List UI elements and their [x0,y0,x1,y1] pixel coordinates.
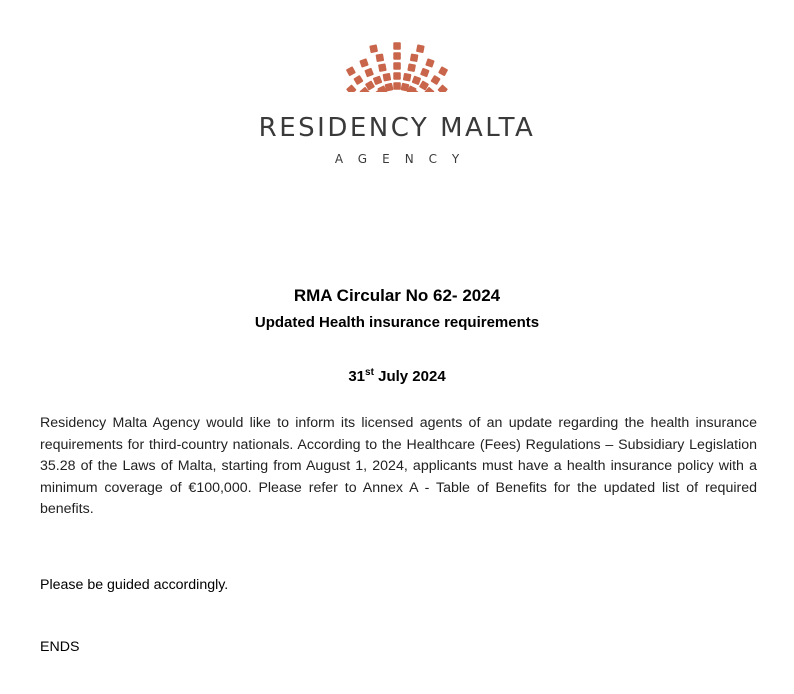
ends-marker: ENDS [40,639,80,655]
logo-tile [430,75,440,85]
logo-tile [420,68,430,78]
logo-tile [376,53,385,62]
logo-tile [369,44,378,53]
logo-tile [416,44,425,53]
body-paragraph: Residency Malta Agency would like to inform its licensed agents of an update regarding the health insurance requirements for third-country nationals. According to the Healthcare (Fees) Regulations – Subsidiary Legislation 35.28 of the Laws of Malta, starting from August 1, 2024, applicants must have a health insurance policy with a minimum coverage of €100,000. Please refer to Annex A - Table of Benefits for the updated list of required benefits. [40,415,757,517]
logo-tile [383,73,392,82]
date-day: 31 [348,368,366,385]
logo-tile [378,63,387,72]
logo-tile [393,72,401,80]
logo-tile [393,62,401,70]
logo-tile [425,58,435,68]
circular-subtitle: Updated Health insurance requirements [254,314,540,331]
logo-tile [407,63,416,72]
logo-tile [412,76,422,86]
logo-tile [373,76,383,86]
logo-tile [437,84,448,92]
logo-tile [438,66,448,76]
circular-date [0,367,794,385]
agency-logo [0,0,794,175]
logo-tile [393,42,401,50]
logo-tile [353,75,363,85]
logo-tile [346,84,357,92]
date-suffix: st [365,367,374,378]
logo-tile [359,58,369,68]
brand-name: RESIDENCY MALTA [258,113,536,143]
logo-tile [410,53,419,62]
logo-tile [393,82,401,90]
closing-line: Please be guided accordingly. [40,577,229,593]
logo-mark-icon [323,40,471,92]
logo-tile [346,66,356,76]
logo-tile [393,52,401,60]
brand-subtitle: AGENCY [334,152,475,166]
logo-tile [364,68,374,78]
date-month-year: July 2024 [373,368,446,385]
logo-tile [403,73,412,82]
circular-title: RMA Circular No 62- 2024 [293,286,501,305]
